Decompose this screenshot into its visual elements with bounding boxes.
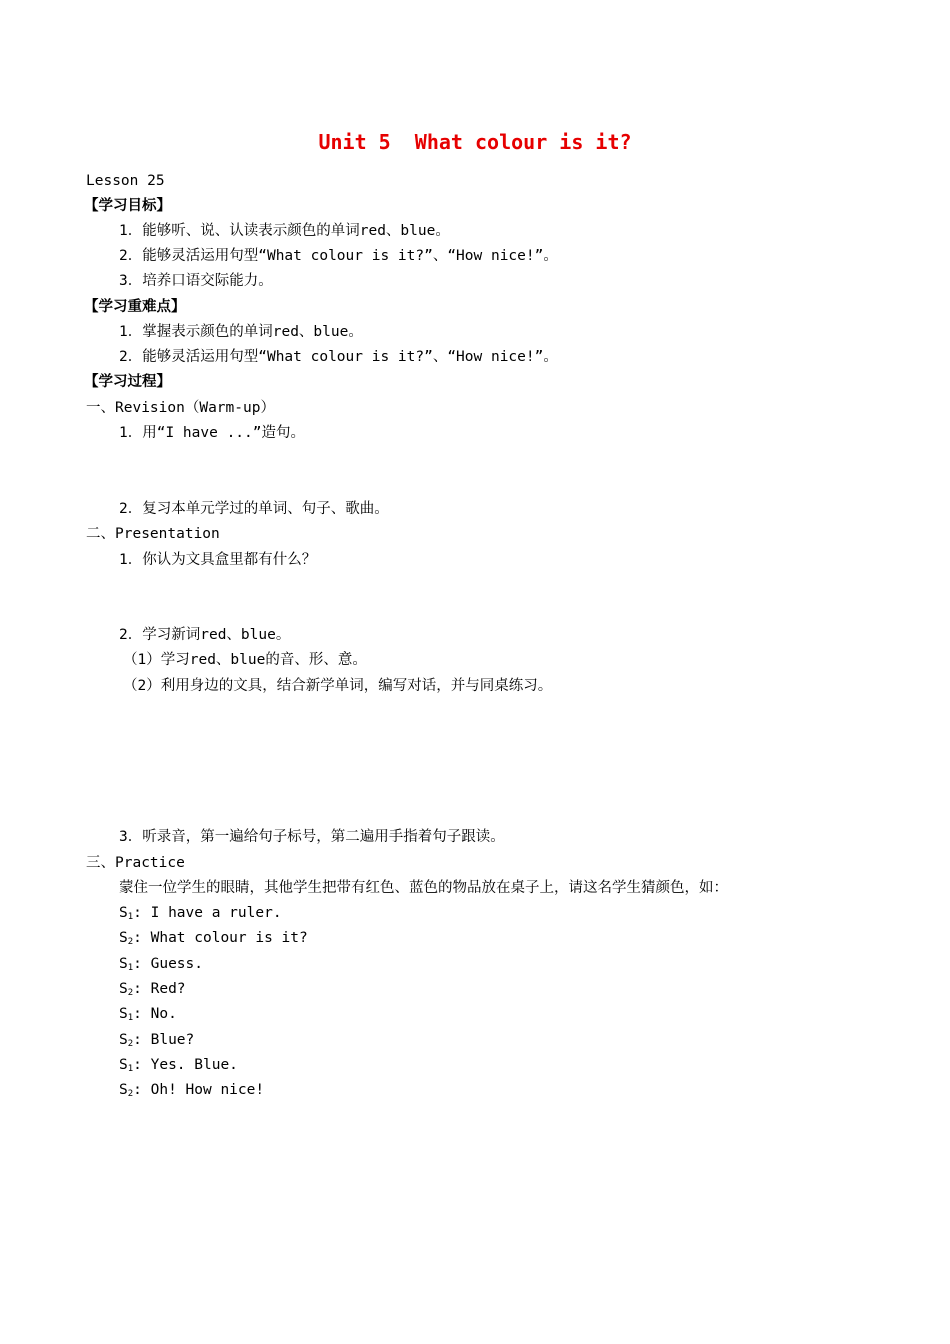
revision-item: 2．复习本单元学过的单词、句子、歌曲。: [119, 501, 389, 517]
page-title: Unit 5 What colour is it?: [318, 130, 632, 154]
objectives-heading: 【学习目标】: [84, 198, 171, 214]
presentation-heading: 二、Presentation: [86, 526, 220, 542]
presentation-item: 3．听录音，第一遍给句子标号，第二遍用手指着句子跟读。: [119, 829, 505, 845]
process-heading: 【学习过程】: [84, 374, 171, 390]
objective-item: 2．能够灵活运用句型“What colour is it?”、“How nice!”。: [119, 248, 558, 264]
presentation-item: （1）学习red、blue的音、形、意。: [123, 652, 367, 668]
dialogue-line: $S_1$: No.: [119, 1006, 177, 1023]
dialogue-line: $S_1$: I have a ruler.: [119, 905, 282, 922]
presentation-item: 2．学习新词red、blue。: [119, 627, 291, 643]
practice-intro: 蒙住一位学生的眼睛，其他学生把带有红色、蓝色的物品放在桌子上，请这名学生猜颜色，如：: [119, 880, 728, 896]
dialogue-line: $S_1$: Yes. Blue.: [119, 1057, 238, 1074]
presentation-item: 1．你认为文具盒里都有什么？: [119, 552, 317, 568]
dialogue-line: $S_2$: Blue?: [119, 1032, 195, 1049]
objective-item: 3．培养口语交际能力。: [119, 273, 273, 289]
key-point-item: 1．掌握表示颜色的单词red、blue。: [119, 324, 363, 340]
practice-heading: 三、Practice: [86, 855, 185, 871]
objective-item: 1．能够听、说、认读表示颜色的单词red、blue。: [119, 223, 450, 239]
revision-item: 1．用“I have ...”造句。: [119, 425, 305, 441]
dialogue-line: $S_2$: What colour is it?: [119, 930, 308, 947]
key-points-heading: 【学习重难点】: [84, 299, 186, 315]
revision-heading: 一、Revision（Warm-up）: [86, 400, 275, 416]
presentation-item: （2）利用身边的文具，结合新学单词，编写对话，并与同桌练习。: [123, 678, 553, 694]
dialogue-line: $S_2$: Red?: [119, 981, 186, 998]
dialogue-line: $S_2$: Oh! How nice!: [119, 1082, 265, 1099]
lesson-label: Lesson 25: [86, 173, 165, 189]
dialogue-line: $S_1$: Guess.: [119, 956, 203, 973]
key-point-item: 2．能够灵活运用句型“What colour is it?”、“How nice!”。: [119, 349, 558, 365]
